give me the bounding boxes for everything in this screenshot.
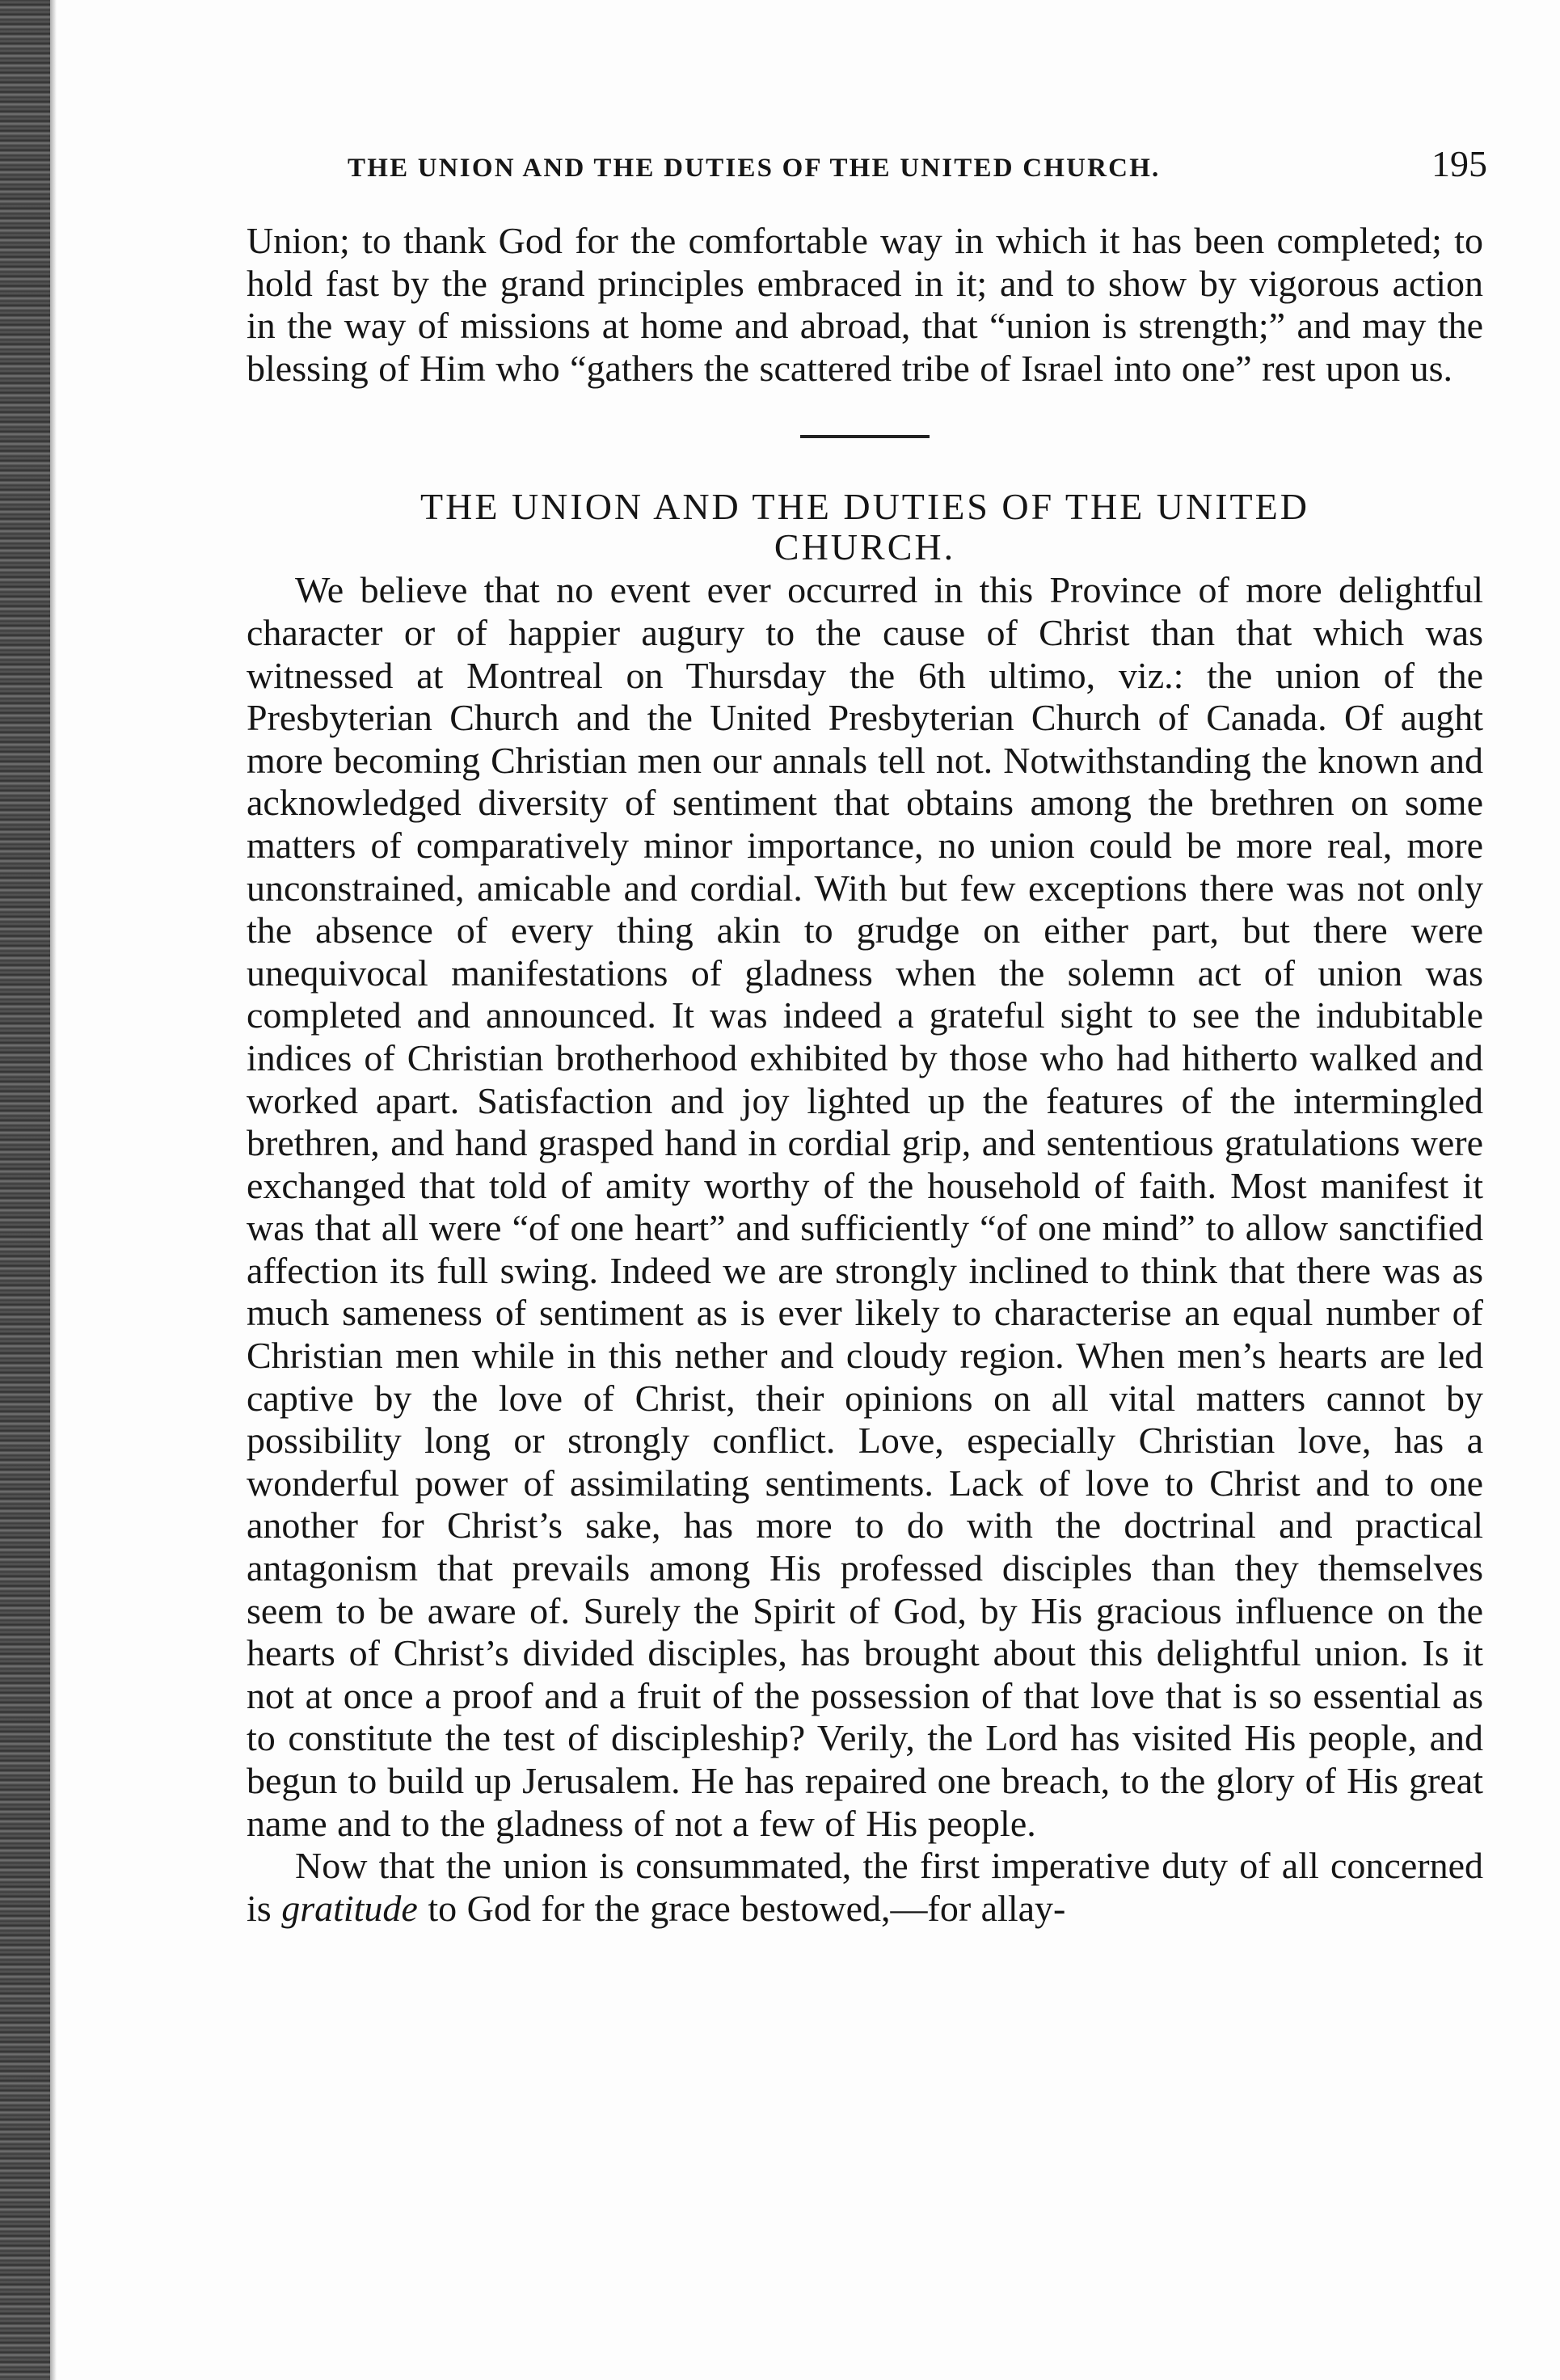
section-divider-rule [800,435,930,438]
article-heading-line-1: THE UNION AND THE DUTIES OF THE UNITED [420,486,1309,528]
body-paragraph-2-emphasis: gratitude [281,1887,418,1929]
body-paragraph-2-end: to God for the grace bestowed,—for allay- [417,1887,1066,1929]
opening-paragraph: Union; to thank God for the comfortable way in which it has been completed; to hold fast by the grand principles embraced in it; and to show by vigorous action in the way of missions at home and abroad, that “union is strength;” and may the blessing of Him who “gathers the scattered tribe of Israel into one” rest upon us. [247,220,1483,389]
running-head [348,142,1487,191]
article-body [247,220,1483,1930]
article-heading-line-2: CHURCH. [774,526,956,568]
article-heading [247,487,1483,568]
body-paragraph-1: We believe that no event ever occurred in this Province of more delightful character or of happier augury to the cause of Christ than that which was witnessed at Montreal on Thursday the 6th ultimo, viz.: the union of the Presbyterian Church and the United Presbyterian Church of Canada. Of aught more becoming Christian men our annals tell not. Notwithstanding the known and acknowledged diversity of sentiment that obtains among the brethren on some matters of comparatively minor importance, no union could be more real, more unconstrained, amicable and cordial. With but few exceptions there was not only the absence of every thing akin to grudge on either part, but there were unequivocal manifestations of gladness when the solemn act of union was completed and announced. It was indeed a grateful sight to see the indubitable indices of Christian brotherhood exhibited by those who had hitherto walked and worked apart. Satisfaction and joy lighted up the features of the intermingled brethren, and hand grasped hand in cordial grip, and sententious gratulations were exchanged that told of amity worthy of the household of faith. Most manifest it was that all were “of one heart” and sufficiently “of one mind” to allow sanctified affection its full swing. Indeed we are strongly inclined to think that there was as much sameness of sentiment as is ever likely to characterise an equal number of Christian men while in this nether and cloudy region. When men’s hearts are led captive by the love of Christ, their opinions on all vital matters cannot by possibility long or strongly conflict. Love, especially Christian love, has a wonderful power of assimilating sentiments. Lack of love to Christ and to one another for Christ’s sake, has more to do with the doctrinal and practical antagonism that prevails among His professed disciples than they themselves seem to be aware of. Surely the Spirit of God, by His gracious influence on the hearts of Christ’s divided disciples, has brought about this delightful union. Is it not at once a proof and a fruit of the possession of that love that is so essential as to constitute the test of discipleship? Verily, the Lord has visited His people, and begun to build up Jerusalem. He has repaired one breach, to the glory of His great name and to the gladness of not a few of His people. [247,569,1483,1844]
body-paragraph-2 [247,1845,1483,1930]
page-number: 195 [1431,143,1487,184]
body-paragraph-2-start: Now that the union is consummated, the first imperative duty of all concerned is [247,1845,1483,1929]
binding-edge [0,0,50,2380]
running-head-title: THE UNION AND THE DUTIES OF THE UNITED CHURCH. [348,154,1161,183]
